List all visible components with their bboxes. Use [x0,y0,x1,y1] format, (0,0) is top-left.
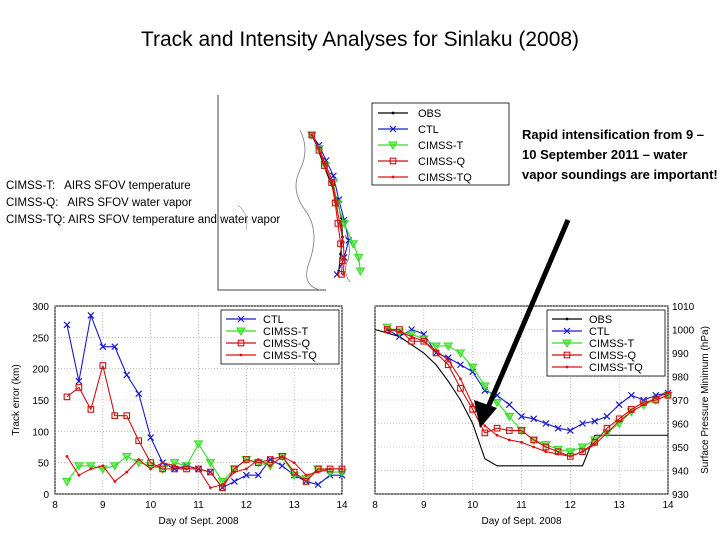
data-point [483,424,486,427]
coastline-mainland [296,130,320,290]
data-point [305,474,308,477]
data-point [317,471,320,474]
x-tick-label: 12 [564,500,576,511]
track-map [218,95,509,290]
data-point [618,420,621,423]
data-point [281,455,284,458]
track-line-ctl [312,135,349,274]
data-point [667,392,670,395]
map-legend-label: OBS [418,108,442,120]
chart-surface-pressure [372,302,711,527]
data-point [293,461,296,464]
y-tick-label: 100 [32,427,49,439]
y-tick-label: 1010 [672,302,695,313]
data-point [209,486,212,489]
data-point [496,434,499,437]
data-point [581,450,584,453]
y-tick-label: 200 [32,364,49,376]
data-point [245,468,248,471]
x-tick-label: 11 [516,500,527,511]
data-point [642,403,645,406]
data-point [233,471,236,474]
data-point [269,464,272,467]
track-point [335,202,338,205]
data-point [341,468,344,471]
track-series-ctl [309,132,352,277]
legend-label: CIMSS-TQ [589,362,643,374]
data-point [398,330,401,333]
track-point [355,254,363,261]
data-point [606,432,609,435]
callout-text: Rapid intensification from 9 – 10 September 2011 – water vapor soundings are important! [522,127,718,182]
data-point [66,455,69,458]
data-point [161,461,164,464]
x-tick-label: 14 [662,500,674,511]
data-point [149,468,152,471]
data-point [173,464,176,467]
x-tick-label: 13 [613,500,625,511]
data-point [520,441,523,444]
legend-label: CIMSS-TQ [263,350,317,362]
track-point [349,241,357,248]
data-point [447,359,450,362]
data-point [113,480,116,483]
legend-marker [566,318,569,321]
data-point [532,446,535,449]
data-point [593,443,596,446]
data-point [78,474,81,477]
track-point [343,258,346,261]
y-tick-label: 150 [32,396,49,407]
x-axis-label: Day of Sept. 2008 [158,516,239,527]
map-legend-label: CIMSS-TQ [418,172,472,184]
map-legend-label: CIMSS-T [418,140,464,152]
x-tick-label: 8 [372,500,378,511]
data-point [459,377,462,380]
y-tick-label: 50 [37,458,49,470]
x-tick-label: 8 [52,500,58,511]
chart-legend [221,310,339,364]
note-cimss-q: CIMSS-Q: AIRS SFOV water vapor [6,197,192,209]
track-point [310,134,313,137]
data-point [185,468,188,471]
y-tick-label: 940 [672,466,689,478]
legend-label: CTL [589,326,610,338]
legend-marker [566,366,569,369]
legend-marker [240,354,243,357]
track-point [342,241,345,244]
x-tick-label: 9 [100,500,106,511]
track-point [356,268,364,275]
data-point [410,335,413,338]
x-tick-label: 11 [193,500,204,511]
map-legend-label: CIMSS-Q [418,156,466,168]
y-tick-label: 250 [32,333,49,345]
map-legend-label: CTL [418,124,439,136]
x-tick-label: 14 [336,500,348,511]
x-tick-label: 13 [288,500,300,511]
chart-track-error [11,302,348,527]
slide-title: Track and Intensity Analyses for Sinlaku (2008) [140,28,580,51]
data-point [197,468,200,471]
y-axis-label: Surface Pressure Minimum (hPa) [700,326,711,474]
y-tick-label: 990 [672,349,689,360]
track-point [331,180,334,183]
y-tick-label: 980 [672,372,689,384]
track-point [342,273,345,276]
track-point [338,222,341,225]
y-tick-label: 0 [43,490,49,501]
track-point [324,163,327,166]
note-cimss-t: CIMSS-T: AIRS SFOV temperature [6,180,191,192]
coastline-west [238,205,247,230]
data-point [508,439,511,442]
data-point [137,458,140,461]
data-point [221,483,224,486]
legend-label: OBS [589,314,613,326]
data-point [89,468,92,471]
note-cimss-tq: CIMSS-TQ: AIRS SFOV temperature and water vapor [6,214,281,226]
x-tick-label: 12 [240,500,252,511]
map-legend [372,103,509,185]
legend-label: CTL [263,314,284,326]
y-tick-label: 970 [672,396,689,407]
map-legend-marker [392,112,395,115]
track-point [318,147,321,150]
legend-label: CIMSS-Q [589,350,637,362]
y-tick-label: 300 [32,302,49,313]
data-point [257,458,260,461]
y-axis-label: Track error (km) [11,364,22,436]
data-point [630,410,633,413]
y-tick-label: 1000 [672,325,695,337]
y-tick-label: 930 [672,490,689,501]
y-tick-label: 960 [672,419,689,431]
data-point [435,349,438,352]
legend-label: CIMSS-T [263,326,309,338]
data-point [471,403,474,406]
x-tick-label: 10 [467,500,479,511]
data-point [654,396,657,399]
data-point [422,340,425,343]
data-point [569,455,572,458]
data-point [386,328,389,331]
data-point [125,471,128,474]
x-tick-label: 9 [421,500,427,511]
legend-label: CIMSS-T [589,338,635,350]
map-legend-marker [392,176,395,179]
data-point [101,464,104,467]
y-tick-label: 950 [672,443,689,454]
x-tick-label: 10 [145,500,157,511]
data-point [545,450,548,453]
x-axis-label: Day of Sept. 2008 [481,516,562,527]
data-point [329,468,332,471]
chart-legend [547,310,665,376]
legend-label: CIMSS-Q [263,338,311,350]
data-point [557,453,560,456]
